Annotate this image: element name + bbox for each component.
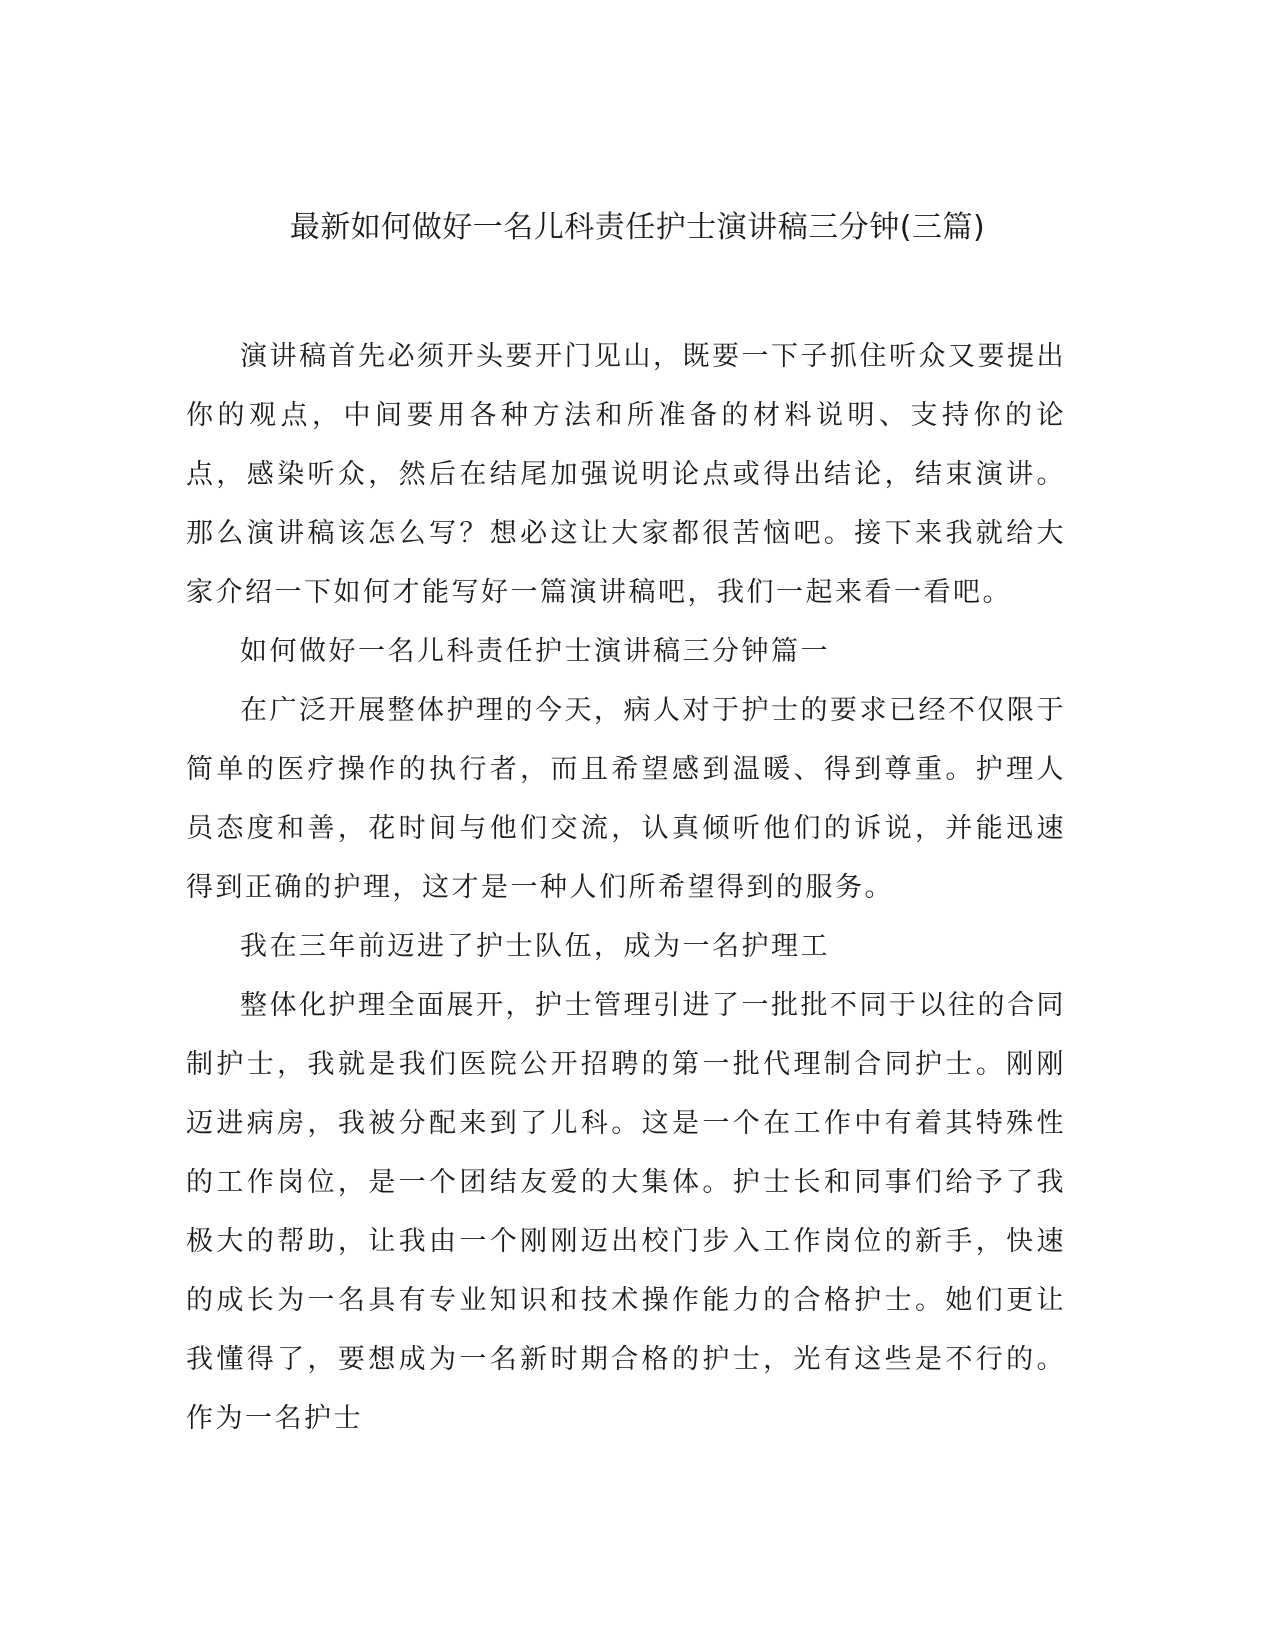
paragraph-intro: 演讲稿首先必须开头要开门见山，既要一下子抓住听众又要提出你的观点，中间要用各种方法和所准备的材料说明、支持你的论点，感染听众，然后在结尾加强说明论点或得出结论，结束演讲。那么演讲稿该怎么写？想必这让大家都很苦恼吧。接下来我就给大家介绍一下如何才能写好一篇演讲稿吧，我们一起来看一看吧。 <box>186 341 1066 608</box>
paragraph-nursing-care: 在广泛开展整体护理的今天，病人对于护士的要求已经不仅限于简单的医疗操作的执行者，而且希望感到温暖、得到尊重。护理人员态度和善，花时间与他们交流，认真倾听他们的诉说，并能迅速得到正确的护理，这才是一种人们所希望得到的服务。 <box>186 695 1066 903</box>
document-body <box>186 327 1066 1448</box>
paragraph-pediatrics: 整体化护理全面展开，护士管理引进了一批批不同于以往的合同制护士，我就是我们医院公开招聘的第一批代理制合同护士。刚刚迈进病房，我被分配来到了儿科。这是一个在工作中有着其特殊性的工作岗位，是一个团结友爱的大集体。护士长和同事们给予了我极大的帮助，让我由一个刚刚迈出校门步入工作岗位的新手，快速的成长为一名具有专业知识和技术操作能力的合格护士。她们更让我懂得了，要想成为一名新时期合格的护士，光有这些是不行的。作为一名护士 <box>186 990 1066 1434</box>
document-title: 最新如何做好一名儿科责任护士演讲稿三分钟(三篇) <box>289 210 986 245</box>
paragraph-section-heading: 如何做好一名儿科责任护士演讲稿三分钟篇一 <box>240 636 830 667</box>
paragraph-joined-nursing: 我在三年前迈进了护士队伍，成为一名护理工 <box>240 931 830 962</box>
